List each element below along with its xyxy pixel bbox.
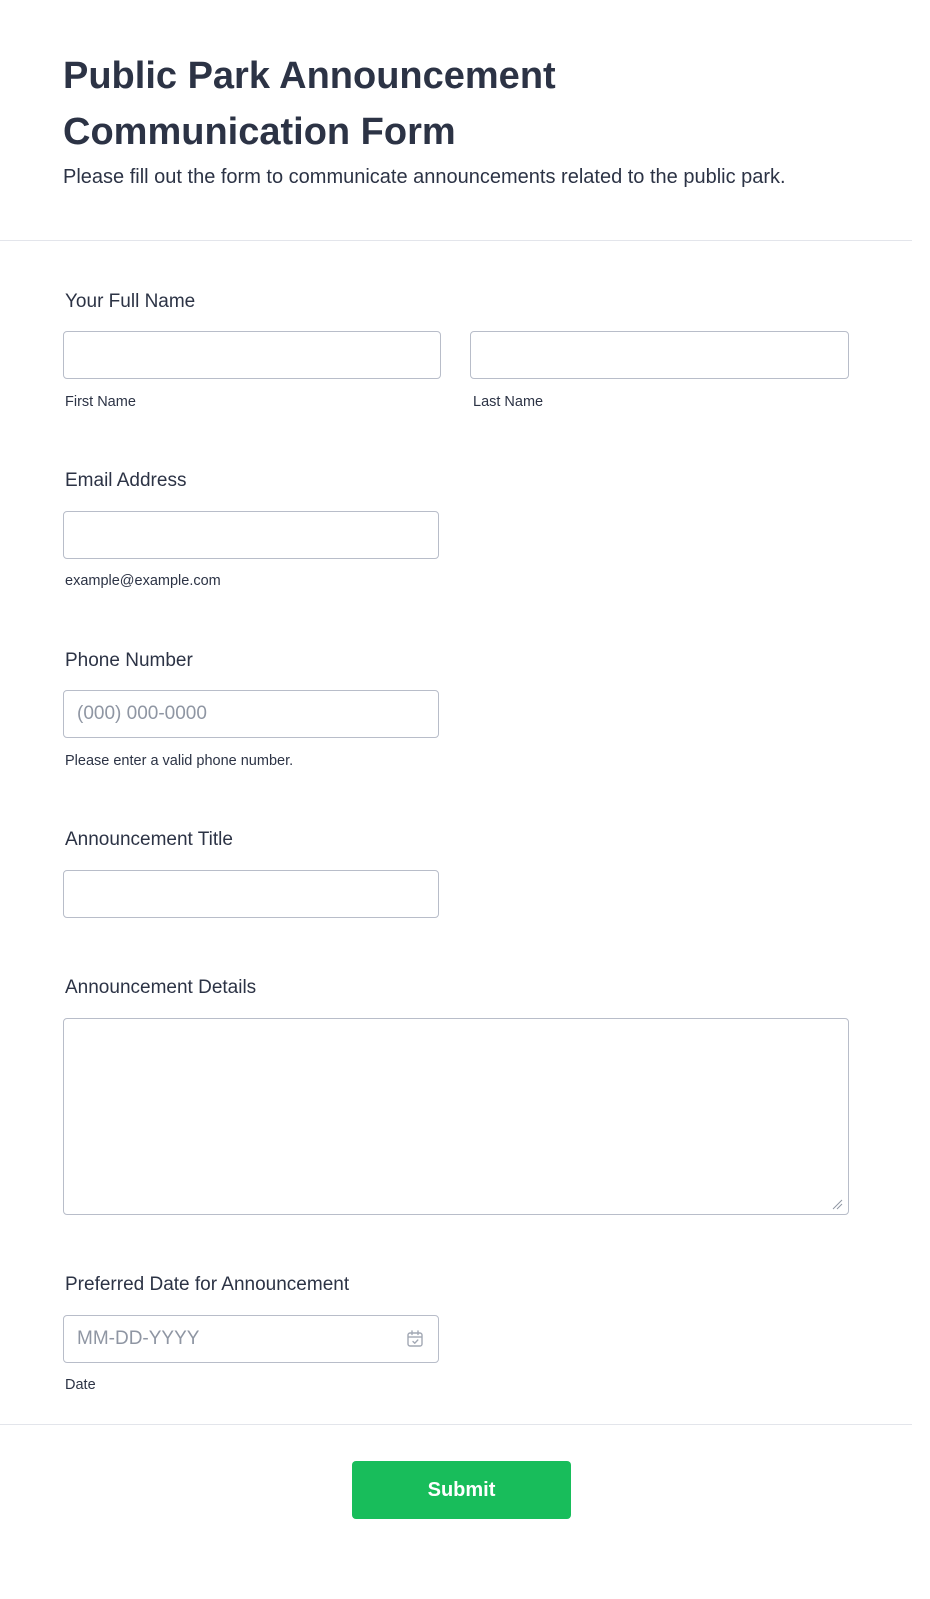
email-label: Email Address — [65, 470, 187, 491]
email-sublabel: example@example.com — [65, 573, 221, 589]
preferred-date-label: Preferred Date for Announcement — [65, 1274, 350, 1295]
announcement-details-label: Announcement Details — [65, 977, 257, 998]
last-name-sublabel: Last Name — [473, 394, 544, 410]
announcement-details-textarea[interactable] — [63, 1018, 849, 1215]
resize-handle-icon[interactable] — [831, 1198, 843, 1210]
announcement-title-label: Announcement Title — [65, 829, 233, 850]
form-subtitle: Please fill out the form to communicate announcements related to the public park. — [63, 166, 786, 188]
phone-input[interactable] — [63, 690, 439, 738]
preferred-date-input[interactable] — [63, 1315, 439, 1363]
first-name-input[interactable] — [63, 331, 441, 379]
full-name-label: Your Full Name — [65, 291, 196, 312]
submit-button[interactable]: Submit — [352, 1461, 571, 1519]
phone-label: Phone Number — [65, 650, 193, 671]
email-input[interactable] — [63, 511, 439, 559]
footer-divider — [0, 1424, 912, 1425]
announcement-title-input[interactable] — [63, 870, 439, 918]
calendar-icon[interactable] — [405, 1329, 425, 1349]
preferred-date-sublabel: Date — [65, 1377, 96, 1393]
form-title: Public Park Announcement Communication Form — [63, 55, 556, 153]
form-header — [0, 0, 912, 241]
last-name-input[interactable] — [470, 331, 849, 379]
first-name-sublabel: First Name — [65, 394, 136, 410]
phone-sublabel: Please enter a valid phone number. — [65, 753, 294, 769]
